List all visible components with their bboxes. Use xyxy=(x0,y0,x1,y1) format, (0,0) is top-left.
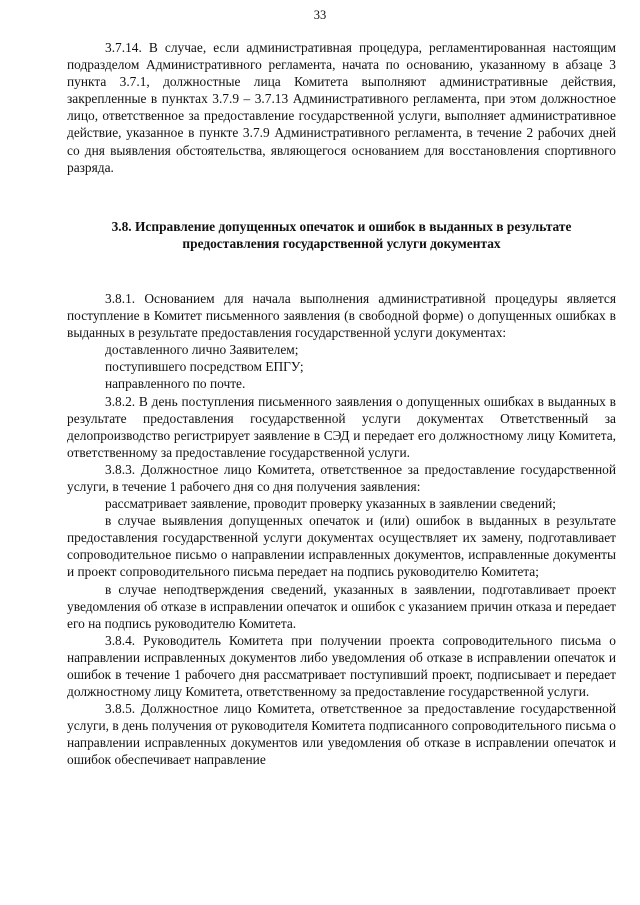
paragraph-3-8-1: 3.8.1. Основанием для начала выполнения административной процедуры является поступление в Комитет письменного заявления (в свободной форме) о допущенных ошибках в выданных в результате предоставления государственной услуги документах: xyxy=(67,290,616,341)
section-heading-3-8: 3.8. Исправление допущенных опечаток и ошибок в выданных в результате предоставления государственной услуги документах xyxy=(111,218,572,251)
paragraph-3-8-2: 3.8.2. В день поступления письменного заявления о допущенных ошибках в выданных в результате предоставления государственной услуги документах Ответственный за делопроизводство регистрирует заявление в СЭД и передает его должностному лицу Комитета, ответственному за предоставление государственной услуги. xyxy=(67,393,616,460)
list-item-delivered-personally: доставленного лично Заявителем; xyxy=(105,342,299,358)
paragraph-3-8-3-review: рассматривает заявление, проводит проверку указанных в заявлении сведений; xyxy=(105,496,556,512)
list-item-by-mail: направленного по почте. xyxy=(105,376,246,392)
document-body xyxy=(67,39,616,769)
page-number: 33 xyxy=(313,8,327,22)
paragraph-3-8-3: 3.8.3. Должностное лицо Комитета, ответственное за предоставление государственной услуги, в течение 1 рабочего дня со дня получения заявления: xyxy=(67,461,616,494)
paragraph-3-8-5: 3.8.5. Должностное лицо Комитета, ответственное за предоставление государственной услуги, в день получения от руководителя Комитета подписанного сопроводительного письма о направлении исправленных документов или уведомления об отказе в исправлении опечаток и ошибок обеспечивает направление xyxy=(67,701,616,768)
paragraph-3-8-3-errors-found: в случае выявления допущенных опечаток и (или) ошибок в выданных в результате предоставления государственной услуги документах осуществляет их замену, подготавливает сопроводительное письмо о направлении исправленных документов, исправленные документы и проект сопроводительного письма передает на подпись руководителю Комитета; xyxy=(67,513,616,580)
paragraph-3-7-14: 3.7.14. В случае, если административная процедура, регламентированная настоящим подразделом Административного регламента, начата по основанию, указанному в абзаце 3 пункта 3.7.1, должностные лица Комитета выполняют административные действия, закрепленные в пунктах 3.7.9 – 3.7.13 Административного регламента, при этом должностное лицо, ответственное за предоставление государственной услуги, выполняет административное действие, указанное в пункте 3.7.9 Административного регламента, в течение 2 рабочих дней со дня выявления обстоятельства, являющегося основанием для восстановления спортивного разряда. xyxy=(67,40,616,175)
list-item-via-epgu: поступившего посредством ЕПГУ; xyxy=(105,359,304,375)
paragraph-3-8-3-not-confirmed: в случае неподтверждения сведений, указанных в заявлении, подготавливает проект уведомления об отказе в исправлении опечаток и ошибок с указанием причин отказа и передает его на подпись руководителю Комитета. xyxy=(67,581,616,631)
paragraph-3-8-4: 3.8.4. Руководитель Комитета при получении проекта сопроводительного письма о направлении исправленных документов либо уведомления об отказе в исправлении опечаток и ошибок в течение 1 рабочего дня рассматривает поступивший проект, подписывает и передает должностному лицу Комитета, ответственному за предоставление государственной услуги. xyxy=(67,632,616,700)
